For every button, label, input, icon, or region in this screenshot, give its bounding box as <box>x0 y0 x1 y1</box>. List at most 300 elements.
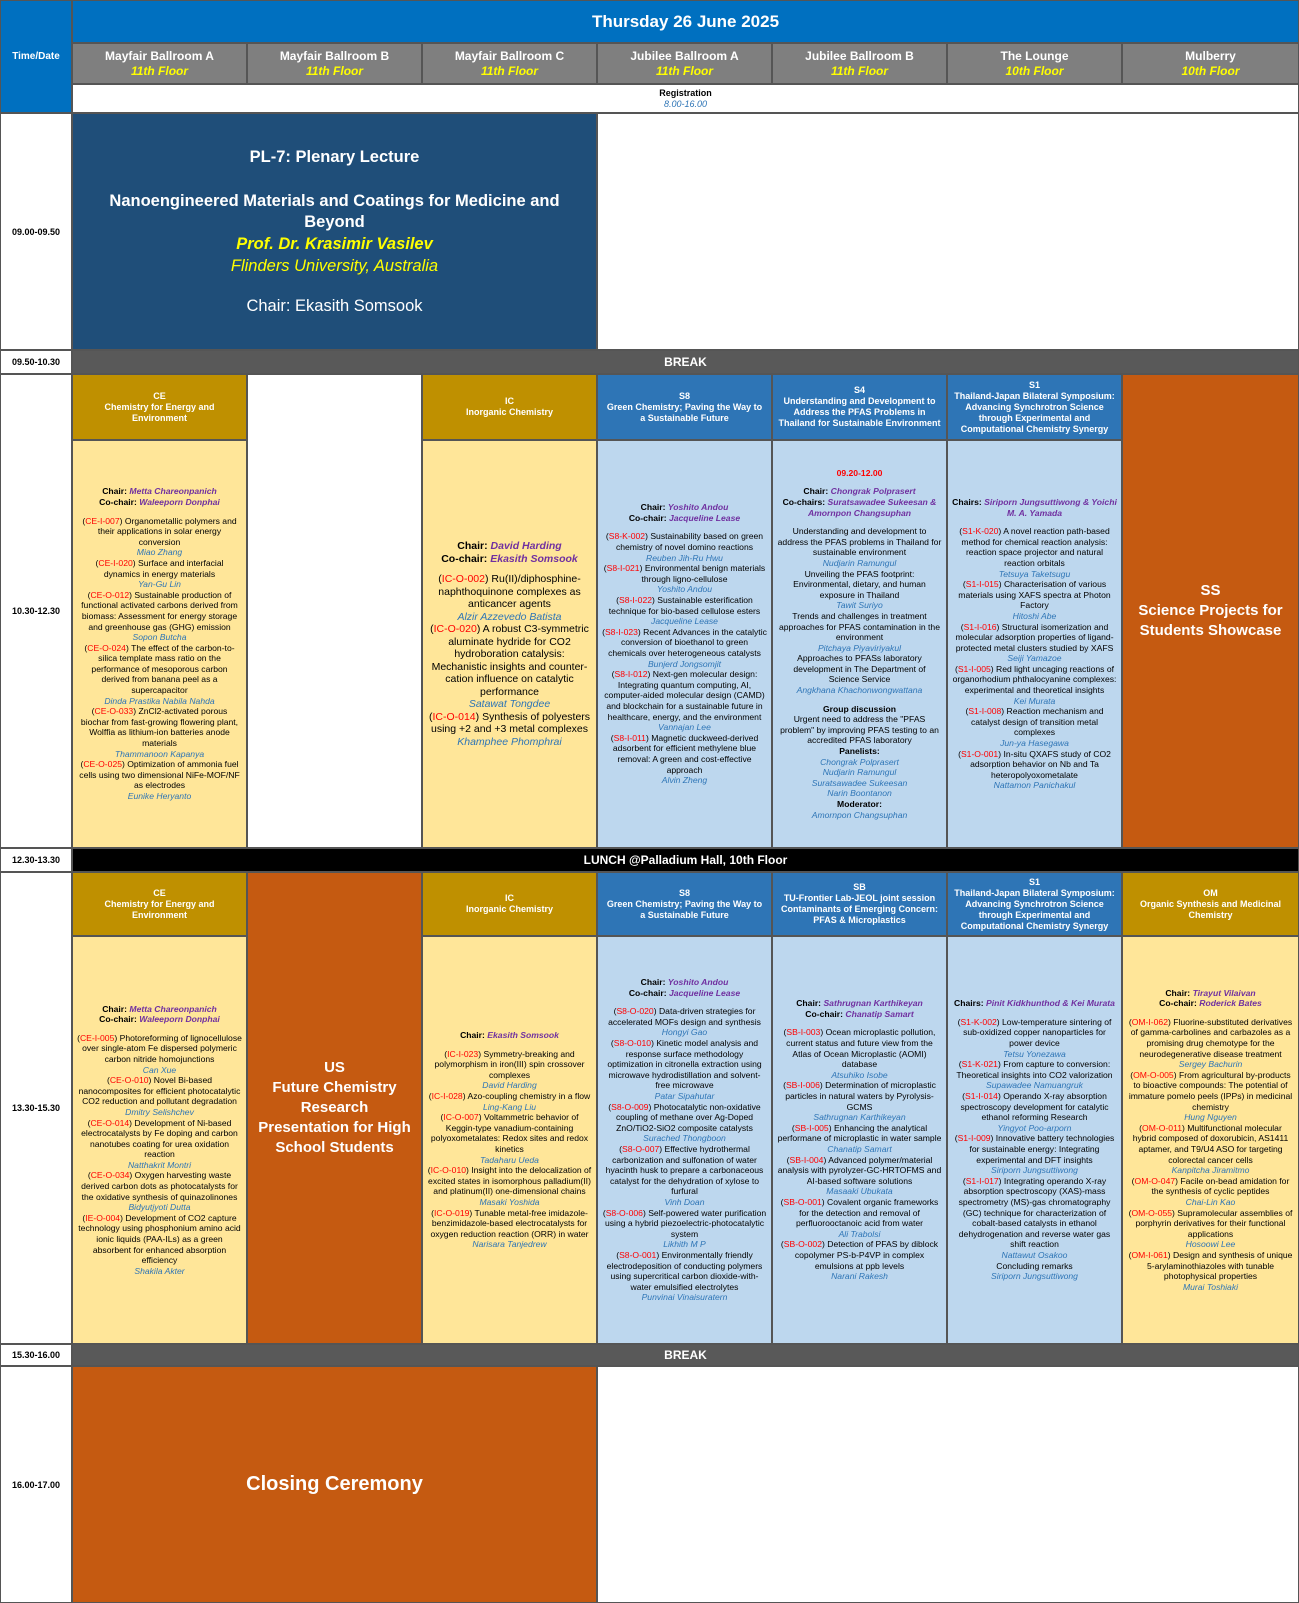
room-name: Mayfair Ballroom A <box>105 48 214 63</box>
chair-label: Chair: <box>102 486 128 497</box>
registration-row <box>72 84 1299 113</box>
talk-item: (OM-O-055) Supramolecular assemblies of porphyrin derivatives for their functional applications <box>1128 1207 1293 1239</box>
chair-name: Yoshito Andou <box>667 977 729 988</box>
talk-title: Magnetic duckweed-derived adsorbent for efficient methylene blue removal: A green and cost-effective approach <box>612 732 759 775</box>
talk-title: Operando X-ray absorption spectroscopy development for catalytic ethanol reforming Research <box>960 1091 1109 1123</box>
chair-label: Chair: <box>640 977 666 988</box>
talk-author: Hongyi Gao <box>661 1027 708 1038</box>
talk-item: (SB-O-002) Detection of PFAS by diblock copolymer PS-b-P4VP in complex emulsions at ppb levels <box>780 1239 939 1271</box>
talk-title: Data-driven strategies for accelerated MOFs design and synthesis <box>608 1006 761 1027</box>
talk-author: Yingyot Poo-arporn <box>997 1122 1072 1133</box>
talk-item: (S8-O-009) Photocatalytic non-oxidative coupling of methane over Ag-Doped ZnO/TiO2-SiO2 composite catalysts <box>608 1101 761 1133</box>
talk-item: (CE-O-010) Novel Bi-based nanocomposites for efficient photocatalytic CO2 reduction and pollutant degradation <box>78 1075 241 1107</box>
talk-item: (S8-I-012) Next-gen molecular design: Integrating quantum computing, AI, computer-aided molecular design (CAMD) and blockchain for a sustainable future in healthcare, energy, and the environment <box>604 669 765 722</box>
talk-title: Covalent organic frameworks for the detection and removal of perfluorooctanoic acid from water <box>795 1196 939 1229</box>
talk-title: In-situ QXAFS study of CO2 adsorption behavior on Nb and Ta heteropolyoxometalate <box>970 748 1111 780</box>
panelist: Nudjarin Ramungul <box>822 767 897 778</box>
talk-item: (SB-I-005) Enhancing the analytical performane of microplastic in water sample <box>777 1122 942 1144</box>
cochair-name: Roderick Bates <box>1199 998 1262 1009</box>
session-code: IC <box>505 396 514 406</box>
talk-code: CE-I-007 <box>85 515 120 526</box>
talk-code: IC-O-002 <box>441 573 485 585</box>
talk-title: Environmentally friendly electrodeposition of conducting polymers using supercritical carbon dioxide-with-water emulsified electrolytes <box>606 1249 763 1292</box>
talk-title: Facile on-bead amidation for the synthesis of cyclic peptides <box>1151 1175 1290 1197</box>
chair-label: Chair: <box>1165 987 1191 998</box>
room-floor: 10th Floor <box>1181 63 1240 78</box>
talk-item: (S1-O-001) In-situ QXAFS study of CO2 adsorption behavior on Nb and Ta heteropolyoxometalate <box>958 748 1111 780</box>
talk-code: IE-O-004 <box>85 1212 121 1223</box>
talk-item: (SB-I-003) Ocean microplastic pollution, current status and future view from the Atlas of Ocean Microplastic (AOMI) database <box>783 1027 936 1070</box>
session-content-ic-pm <box>422 936 597 1344</box>
ss-name: Science Projects for Students Showcase <box>1138 602 1283 639</box>
talk-title: Surface and interfacial dynamics in energy materials <box>103 557 224 579</box>
talk-item: (S1-I-008) Reaction mechanism and catalyst design of transition metal complexes <box>965 706 1104 738</box>
session-header-s8-am <box>597 374 772 440</box>
chair-label: Chair: <box>102 1003 128 1014</box>
talk-title: Design and synthesis of unique 5-arylaminothiazoles with tunable photophysical properties <box>1146 1249 1293 1282</box>
session-content-sb-pm <box>772 936 947 1344</box>
talk-item: (IC-O-019) Tunable metal-free imidazole-benzimidazole-based electrocatalysts for oxygen reduction reaction (ORR) in water <box>430 1207 589 1239</box>
session-code: S8 <box>678 887 690 898</box>
session-code: S4 <box>853 385 865 395</box>
plenary-affiliation: Flinders University, Australia <box>230 256 439 275</box>
session-content-s8-am <box>597 440 772 848</box>
talk-code: IC-O-020 <box>433 623 477 635</box>
talk-author: Tetsuya Taketsugu <box>998 568 1071 579</box>
session-name: Green Chemistry; Paving the Way to a Sustainable Future <box>606 898 763 920</box>
talk-author: Angkhana Khachonwongwattana <box>796 685 923 696</box>
talk-item: (OM-O-011) Multifunctional molecular hybrid composed of doxorubicin, AS1411 aptamer, and T9/U4 ASO for targeting colorectal cancer cells <box>1132 1122 1289 1165</box>
talk-author: Jacqueline Lease <box>651 616 718 627</box>
talk-title: Optimization of ammonia fuel cells using two dimensional NiFe-MOF/NF as electrodes <box>79 759 240 791</box>
talk-item: (S8-I-021) Environmental benign materials through ligno-cellulose <box>603 563 766 584</box>
time-label: 12.30-13.30 <box>11 855 61 865</box>
talk-code: S8-I-023 <box>604 626 638 637</box>
time-label: 13.30-15.30 <box>11 1103 61 1113</box>
talk-author: Ali Trabolsi <box>838 1228 881 1239</box>
talk-item: (CE-O-025) Optimization of ammonia fuel cells using two dimensional NiFe-MOF/NF as electrodes <box>79 759 240 791</box>
talk-item: (S1-I-016) Structural isomerization and molecular adsorption properties of ligand-protected metal clusters studied by XAFS <box>955 621 1114 653</box>
cochair-name: Waleeporn Donphai <box>139 496 220 507</box>
talk-title: Innovative battery technologies for sustainable energy: Integrating experimental and DFT insights <box>969 1133 1115 1165</box>
talk-code: S8-O-007 <box>622 1144 660 1154</box>
talk-title: Trends and challenges in treatment approaches for PFAS contamination in the environment <box>779 610 940 643</box>
room-name: Mayfair Ballroom C <box>454 48 565 63</box>
talk-code: S1-O-001 <box>960 748 999 759</box>
talk-title: Characterisation of various materials using XAFS spectra at Photon Factory <box>958 579 1111 611</box>
talk-title: Supramolecular assemblies of porphyrin derivatives for their functional applications <box>1135 1207 1293 1239</box>
talk-item: (IC-O-002) Ru(II)/diphosphine-naphthoquinone complexes as anticancer agents <box>438 573 581 610</box>
cochairs-label: Co-chairs: <box>782 496 826 507</box>
talk-author: Likhith M P <box>663 1239 706 1250</box>
time-slot-2 <box>0 350 72 374</box>
talk-author: Sathrugnan Karthikeyan <box>813 1112 906 1123</box>
talk-title: Structural isomerization and molecular adsorption properties of ligand-protected metal clusters studied by XAFS <box>955 621 1114 653</box>
talk-title: Approaches to PFASs laboratory development in The Department of Science Service <box>793 653 926 685</box>
talk-code: S8-I-022 <box>619 595 653 606</box>
talk-author: Punvinai Vinaisuratern <box>641 1292 728 1303</box>
time-slot-4 <box>0 848 72 872</box>
session-name: Thailand-Japan Bilateral Symposium: Advancing Synchrotron Science through Experimental and Computational Chemistry Synergy <box>954 887 1115 931</box>
talk-author: Masaaki Ubukata <box>826 1186 893 1197</box>
talk-code: SB-O-002 <box>783 1239 822 1250</box>
talk-item: (S8-O-007) Effective hydrothermal carbonization and sulfonation of water hyacinth husk to prepare a carbonaceous catalyst for the dehydration of xylose to furfural <box>605 1144 764 1197</box>
talk-title: The effect of the carbon-to-silica template mass ratio on the performance of mesoporous carbon derived from banana peel as a supercapacitor <box>91 642 235 696</box>
chair-label: Chair: <box>460 1030 485 1041</box>
talk-code: CE-O-012 <box>90 589 130 600</box>
session-content-s1-pm <box>947 936 1122 1344</box>
time-label: 09.00-09.50 <box>11 226 61 237</box>
talk-author: Chai-Lin Kao <box>1185 1196 1236 1207</box>
session-name: TU-Frontier Lab-JEOL joint session Contaminants of Emerging Concern: PFAS & Microplastics <box>780 893 938 925</box>
cochair-name: Ekasith Somsook <box>490 552 578 565</box>
talk-author: Eunike Heryanto <box>127 791 192 802</box>
talk-author: Bunjerd Jongsomjit <box>647 658 722 669</box>
talk-code: S8-O-020 <box>616 1006 654 1017</box>
talk-author: Tetsu Yonezawa <box>1003 1048 1066 1059</box>
session-time: 09.20-12.00 <box>836 467 883 478</box>
talk-author: Reuben Jih-Ru Hwu <box>646 552 723 563</box>
talk-item: (SB-I-004) Advanced polymer/material analysis with pyrolyzer-GC-HRTOFMS and AI-based software solutions <box>777 1154 942 1186</box>
room-floor: 11th Floor <box>305 63 364 78</box>
session-header-sb-pm <box>772 872 947 936</box>
group-discussion-topic: Urgent need to address the "PFAS problem" by improving PFAS testing to an accredited PFAS laboratory <box>780 714 939 746</box>
room-floor: 10th Floor <box>1005 63 1064 78</box>
chair-label: Chair: <box>803 486 829 497</box>
us-code: US <box>324 1059 345 1076</box>
talk-title: Azo-coupling chemistry in a flow <box>467 1091 591 1102</box>
talk-code: SB-I-005 <box>794 1122 829 1133</box>
session-header-s1-am <box>947 374 1122 440</box>
session-content-s8-pm <box>597 936 772 1344</box>
talk-author: Shakila Akter <box>134 1265 185 1276</box>
talk-item: (S1-K-020) A novel reaction path-based method for chemical reaction analysis: reaction space projector and natural reaction orbitals <box>959 526 1110 568</box>
talk-code: IC-O-014 <box>432 710 476 723</box>
session-content-ic-am <box>422 440 597 848</box>
talk-title: Understanding and development to address the PFAS problems in Thailand for sustainable environment <box>777 526 942 558</box>
talk-code: S1-I-015 <box>965 579 999 590</box>
talk-author: Surached Thongboon <box>643 1133 726 1144</box>
session-content-s1-am <box>947 440 1122 848</box>
talk-item: (S8-I-023) Recent Advances in the catalytic conversion of bioethanol to green chemicals over heterogeneous catalysts <box>602 626 767 658</box>
talk-author: Alvin Zheng <box>661 775 708 786</box>
talk-item: (CE-I-005) Photoreforming of lignocellulose over single-atom Fe dispersed polymeric carbon nitride homojunctions <box>77 1032 242 1064</box>
talk-item: (IC-O-010) Insight into the delocalization of excited states in isomorphous palladium(II) and platinum(II) one-dimensional chains <box>427 1165 592 1197</box>
talk-title: Oxygen harvesting waste derived carbon dots as photocatalysts for the oxidative synthesis of quinazolinones <box>81 1170 238 1202</box>
talk-code: IC-O-010 <box>430 1165 467 1176</box>
plenary-speaker: Prof. Dr. Krasimir Vasilev <box>236 234 433 253</box>
talk-item: (IC-I-023) Symmetry-breaking and polymorphism in iron(III) spin crossover complexes <box>434 1048 585 1080</box>
room-name: Mulberry <box>1185 48 1236 63</box>
talk-code: CE-O-034 <box>90 1170 130 1181</box>
talk-title: Recent Advances in the catalytic conversion of bioethanol to green chemicals over heterogeneous catalysts <box>608 626 767 658</box>
talk-author: Vinh Doan <box>664 1196 705 1207</box>
cochair-name: Jacqueline Lease <box>668 987 741 998</box>
talk-item: (CE-O-014) Development of Ni-based electrocatalysts by Fe doping and carbon nanotubes coating for urea oxidation reaction <box>81 1117 238 1160</box>
time-slot-5 <box>0 872 72 1344</box>
cochair-label: Co-chair: <box>99 1014 137 1025</box>
talk-title: Fluorine-substituted derivatives of gamma-carbolines and carbazoles as a promising drug chemotype for the neurodegenerative disease treatment <box>1130 1016 1293 1059</box>
break-bar-1 <box>72 350 1299 374</box>
talk-author: Masaki Yoshida <box>479 1196 540 1207</box>
time-slot-1 <box>0 113 72 350</box>
session-header-s1-pm <box>947 872 1122 936</box>
talk-code: S1-K-002 <box>960 1016 997 1027</box>
talk-item: (CE-I-020) Surface and interfacial dynamics in energy materials <box>95 557 224 579</box>
talk-code: OM-I-061 <box>1131 1249 1168 1260</box>
cochair-label: Co-chair: <box>805 1008 844 1019</box>
talk-item: (OM-I-061) Design and synthesis of unique 5-arylaminothiazoles with tunable photophysical properties <box>1128 1249 1293 1282</box>
room-mayfair-c <box>422 43 597 84</box>
talk-title: Development of Ni-based electrocatalysts by Fe doping and carbon nanotubes coating for urea oxidation reaction <box>81 1117 238 1160</box>
talk-code: CE-O-014 <box>90 1117 130 1128</box>
session-name: Chemistry for Energy and Environment <box>104 401 215 423</box>
time-date-header <box>0 0 72 113</box>
chair-label: Chair: <box>457 540 488 552</box>
session-content-s4-am <box>772 440 947 848</box>
talk-code: S1-K-020 <box>962 526 999 537</box>
talk-title: Novel Bi-based nanocomposites for efficient photocatalytic CO2 reduction and pollutant degradation <box>78 1075 241 1107</box>
talk-code: S8-I-012 <box>614 669 648 680</box>
talk-author: Satawat Tongdee <box>468 698 551 710</box>
talk-code: S1-I-008 <box>968 706 1002 717</box>
session-name: Organic Synthesis and Medicinal Chemistry <box>1139 898 1282 920</box>
session-header-ic-pm <box>422 872 597 936</box>
talk-author: David Harding <box>482 1080 537 1091</box>
talk-item: (CE-O-034) Oxygen harvesting waste derived carbon dots as photocatalysts for the oxidative synthesis of quinazolinones <box>81 1170 238 1202</box>
talk-author: Tadaharu Ueda <box>480 1154 539 1165</box>
talk-item: (SB-I-006) Determination of microplastic particles in natural waters by Pyrolysis-GCMS <box>783 1080 936 1112</box>
talk-item: (S1-I-015) Characterisation of various materials using XAFS spectra at Photon Factory <box>958 579 1111 611</box>
break-bar-2 <box>72 1344 1299 1366</box>
talk-author: Hitoshi Abe <box>1012 610 1057 621</box>
talk-code: IC-I-028 <box>431 1091 463 1102</box>
day-title-text: Thursday 26 June 2025 <box>591 11 780 31</box>
talk-author: Thammanoon Kapanya <box>114 748 205 759</box>
talk-author: Khamphee Phomphrai <box>457 735 562 748</box>
talk-code: S1-I-016 <box>963 621 997 632</box>
chair-name: Tirayut Vilaivan <box>1192 987 1256 998</box>
moderator-name: Amornpon Changsuphan <box>811 809 908 820</box>
talk-author: Narisara Tanjedrew <box>472 1239 547 1250</box>
talk-code: CE-O-033 <box>94 706 134 717</box>
talk-title: Ru(II)/diphosphine-naphthoquinone complexes as anticancer agents <box>438 573 581 610</box>
talk-title: Self-powered water purification using a hybrid piezoelectric-photocatalytic system <box>604 1207 767 1239</box>
talk-author: Alzir Azzevedo Batista <box>457 610 562 623</box>
moderator-label: Moderator: <box>837 799 882 810</box>
session-content-om-pm <box>1122 936 1299 1344</box>
session-code: CE <box>153 390 166 401</box>
talk-item: (OM-I-062) Fluorine-substituted derivatives of gamma-carbolines and carbazoles as a promising drug chemotype for the neurodegenerative disease treatment <box>1128 1016 1293 1059</box>
talk-item: (S1-I-014) Operando X-ray absorption spectroscopy development for catalytic ethanol reforming Research <box>960 1091 1109 1123</box>
time-slot-3 <box>0 374 72 848</box>
talk-code: IC-I-023 <box>447 1048 479 1059</box>
talk-title: Low-temperature sintering of sub-oxidized copper nanoparticles for power device <box>963 1016 1112 1049</box>
talk-title: Insight into the delocalization of excited states in isomorphous palladium(II) and platinum(II) one-dimensional chains <box>428 1165 592 1197</box>
talk-author: Can Xue <box>142 1064 177 1075</box>
talk-code: S8-O-010 <box>613 1038 652 1049</box>
cochair-label: Co-chair: <box>1159 998 1197 1009</box>
cochair-name: Jacqueline Lease <box>668 512 741 523</box>
chairs-names: Siriporn Jungsuttiwong & Yoichi M. A. Yamada <box>984 496 1117 518</box>
talk-item: (S8-K-002) Sustainability based on green chemistry of novel domino reactions <box>605 531 764 553</box>
talk-title: Development of CO2 capture technology using phosphonium amino acid ionic liquids (PAA-ILs) as a green absorbent for enhanced absorption efficiency <box>78 1212 241 1266</box>
talk-item: (CE-I-007) Organometallic polymers and their applications in solar energy conversion <box>82 515 237 547</box>
talk-code: S8-K-002 <box>608 531 646 542</box>
talk-item: (SB-O-001) Covalent organic frameworks for the detection and removal of perfluorooctanoic acid from water <box>780 1196 939 1229</box>
session-name: Inorganic Chemistry <box>465 407 554 417</box>
talk-item: (S8-O-001) Environmentally friendly electrodeposition of conducting polymers using supercritical carbon dioxide-with-water emulsified electrolytes <box>606 1249 763 1292</box>
registration-label: Registration <box>659 87 712 98</box>
plenary-lecture <box>72 113 597 350</box>
room-floor: 11th Floor <box>130 63 189 78</box>
chair-name: Metta Chareonpanich <box>129 1003 217 1014</box>
time-label: 15.30-16.00 <box>11 1350 61 1360</box>
talk-title: Sustainability based on green chemistry of novel domino reactions <box>615 531 764 553</box>
talk-author: Sopon Butcha <box>132 632 187 643</box>
cochair-label: Co-chair: <box>628 512 667 523</box>
talk-title: Unveiling the PFAS footprint: Environmental, dietary, and human exposure in Thailand <box>793 568 926 600</box>
session-name: Inorganic Chemistry <box>465 904 554 914</box>
break-label: BREAK <box>664 1348 707 1362</box>
talk-title: Tunable metal-free imidazole-benzimidazole-based electrocatalysts for oxygen reduction reaction (ORR) in water <box>430 1207 589 1239</box>
talk-item: (IC-O-020) A robust C3-symmetric aluminate hydride for CO2 hydroboration catalysis: Mechanistic insights and counter-cation influence on catalytic performance <box>430 623 589 698</box>
talk-author: Natthakrit Montri <box>127 1159 192 1170</box>
room-jubilee-a <box>597 43 772 84</box>
talk-code: OM-O-055 <box>1131 1207 1173 1218</box>
panelist: Chongrak Polprasert <box>820 756 899 767</box>
empty-plenary-right <box>597 113 1299 350</box>
chair-name: Metta Chareonpanich <box>129 486 217 497</box>
room-mulberry <box>1122 43 1299 84</box>
talk-item: (S8-I-011) Magnetic duckweed-derived adsorbent for efficient methylene blue removal: A green and cost-effective approach <box>610 732 759 775</box>
talk-title: Organometallic polymers and their applications in solar energy conversion <box>97 515 237 547</box>
talk-code: S1-I-005 <box>957 663 991 674</box>
lunch-label: LUNCH @Palladium Hall, 10th Floor <box>583 853 788 867</box>
talk-code: SB-I-006 <box>785 1080 820 1091</box>
talk-title: Enhancing the analytical performane of microplastic in water sample <box>777 1122 942 1144</box>
talk-author: Nudjarin Ramungul <box>822 557 897 568</box>
talk-author: Supawadee Namuangruk <box>986 1080 1083 1091</box>
talk-title: Red light uncaging reactions of organorhodium phthalocyanine complexes: experimental and theoretical insights <box>952 663 1117 696</box>
talk-code: CE-I-005 <box>79 1032 115 1043</box>
session-content-ce-pm <box>72 936 247 1344</box>
closing-ceremony-label: Closing Ceremony <box>246 1473 423 1495</box>
talk-item: (S8-O-010) Kinetic model analysis and response surface methodology optimization in citronella extraction using microwave hydrodistillation and solvent-free microwave <box>607 1038 762 1091</box>
room-floor: 11th Floor <box>655 63 714 78</box>
talk-item: (CE-O-012) Sustainable production of functional activated carbons derived from biomass: Assessment for energy storage and greenhouse gas (GHG) emission <box>81 589 238 632</box>
talk-author: Chanatip Samart <box>827 1144 892 1154</box>
talk-author: Bidyutjyoti Dutta <box>128 1202 191 1213</box>
session-header-om-pm <box>1122 872 1299 936</box>
session-code: S1 <box>1028 876 1040 887</box>
session-header-ce-am <box>72 374 247 440</box>
talk-code: S1-I-009 <box>957 1133 991 1144</box>
talk-code: S8-O-009 <box>611 1101 649 1112</box>
time-label: 16.00-17.00 <box>11 1479 61 1490</box>
talk-author: Dinda Prastika Nabila Nahda <box>104 695 215 706</box>
talk-author: Pitchaya Piyaviriyakul <box>817 642 902 653</box>
session-code: IC <box>505 893 514 903</box>
session-header-s8-pm <box>597 872 772 936</box>
panelists-label: Panelists: <box>839 746 880 757</box>
empty-mayfair-b-am <box>247 374 422 848</box>
talk-item: (S8-O-006) Self-powered water purification using a hybrid piezoelectric-photocatalytic system <box>602 1207 767 1239</box>
room-the-lounge <box>947 43 1122 84</box>
talk-code: SB-O-001 <box>783 1196 822 1207</box>
room-name: Jubilee Ballroom B <box>805 48 914 63</box>
cochair-label: Co-chair: <box>441 552 488 565</box>
group-discussion-label: Group discussion <box>822 703 897 714</box>
talk-author: Kanpitcha Jiramitmo <box>1171 1165 1250 1176</box>
break-label: BREAK <box>664 355 707 369</box>
talk-author: Nattamon Panichakul <box>993 780 1076 791</box>
talk-author: Murai Toshiaki <box>1182 1281 1239 1292</box>
talk-title: Sustainable production of functional activated carbons derived from biomass: Assessment for energy storage and greenhouse gas (GHG) emission <box>81 589 238 632</box>
talk-title: Symmetry-breaking and polymorphism in iron(III) spin crossover complexes <box>434 1048 585 1080</box>
talk-item: (IC-O-007) Voltammetric behavior of Keggin-type vanadium-containing polyoxometalates: Redox sites and redox kinetics <box>430 1112 589 1154</box>
time-slot-6 <box>0 1344 72 1366</box>
talk-code: S8-O-006 <box>605 1207 643 1218</box>
closing-remarks-author: Siriporn Jungsuttiwong <box>991 1271 1078 1282</box>
talk-item: (IE-O-004) Development of CO2 capture technology using phosphonium amino acid ionic liquids (PAA-ILs) as a green absorbent for enhanced absorption efficiency <box>78 1212 241 1266</box>
chair-name: Chongrak Polprasert <box>830 486 916 497</box>
talk-code: CE-I-020 <box>98 557 133 568</box>
lunch-bar <box>72 848 1299 872</box>
cochair-name: Waleeporn Donphai <box>139 1014 220 1025</box>
talk-item: (S1-I-009) Innovative battery technologies for sustainable energy: Integrating experimental and DFT insights <box>954 1133 1115 1165</box>
talk-author: Yan-Gu Lin <box>138 579 181 590</box>
talk-title: Sustainable esterification technique for bio-based cellulose esters <box>608 595 761 616</box>
room-mayfair-b <box>247 43 422 84</box>
talk-title: From agricultural by-products to bioactive compounds: The potential of immature pomelo peels (IPPs) in medicinal chemistry <box>1128 1069 1293 1112</box>
talk-author: Sergey Bachurin <box>1178 1059 1243 1070</box>
session-ss <box>1122 374 1299 848</box>
talk-author: Kei Murata <box>1013 695 1056 706</box>
talk-item: (S8-O-020) Data-driven strategies for accelerated MOFs design and synthesis <box>608 1006 761 1027</box>
chairs-names: Pinit Kidkhunthod & Kei Murata <box>986 998 1115 1009</box>
talk-item: (CE-O-024) The effect of the carbon-to-silica template mass ratio on the performance of mesoporous carbon derived from banana peel as a supercapacitor <box>84 642 235 696</box>
talk-code: CE-O-024 <box>87 642 126 653</box>
day-title <box>72 0 1299 43</box>
room-jubilee-b <box>772 43 947 84</box>
chair-name: Ekasith Somsook <box>487 1030 559 1041</box>
talk-title: Synthesis of polyesters using +2 and +3 metal complexes <box>430 710 591 735</box>
session-code: CE <box>153 887 166 898</box>
cochair-label: Co-chair: <box>99 496 137 507</box>
session-code: S8 <box>678 390 690 401</box>
talk-item: (OM-O-047) Facile on-bead amidation for the synthesis of cyclic peptides <box>1131 1175 1290 1197</box>
talk-item: (S1-I-005) Red light uncaging reactions of organorhodium phthalocyanine complexes: experimental and theoretical insights <box>952 663 1117 696</box>
talk-author: Ling-Kang Liu <box>482 1101 537 1112</box>
panelist: Suratsawadee Sukeesan <box>811 777 908 788</box>
session-header-ce-pm <box>72 872 247 936</box>
session-header-s4-am <box>772 374 947 440</box>
plenary-code: PL-7: Plenary Lecture <box>249 147 420 166</box>
talk-title: Effective hydrothermal carbonization and sulfonation of water hyacinth husk to prepare a carbonaceous catalyst for the dehydration of xylose to furfural <box>605 1144 764 1197</box>
talk-item: (S1-I-017) Integrating operando X-ray absorption spectroscopy (XAS)-mass spectrometry (MS)-gas chromatography (GC) technique for characterization of cobalt-based catalysts in ethanol dehydrogenation and reverse water gas shift reaction <box>958 1175 1111 1250</box>
plenary-chair: Chair: Ekasith Somsook <box>246 296 423 315</box>
talk-code: S8-I-021 <box>606 563 640 574</box>
talk-author: Narani Rakesh <box>831 1271 888 1282</box>
talk-code: OM-I-062 <box>1131 1016 1168 1027</box>
talk-author: Miao Zhang <box>136 547 183 558</box>
talk-code: CE-O-025 <box>83 759 122 770</box>
us-name: Future Chemistry Research Presentation for High School Students <box>258 1079 411 1156</box>
session-content-ce-am <box>72 440 247 848</box>
talk-item: (IC-O-014) Synthesis of polyesters using +2 and +3 metal complexes <box>428 710 591 735</box>
talk-title: Next-gen molecular design: Integrating quantum computing, AI, computer-aided molecular design (CAMD) and blockchain for a sustainable future in healthcare, energy, and the environment <box>604 669 765 722</box>
